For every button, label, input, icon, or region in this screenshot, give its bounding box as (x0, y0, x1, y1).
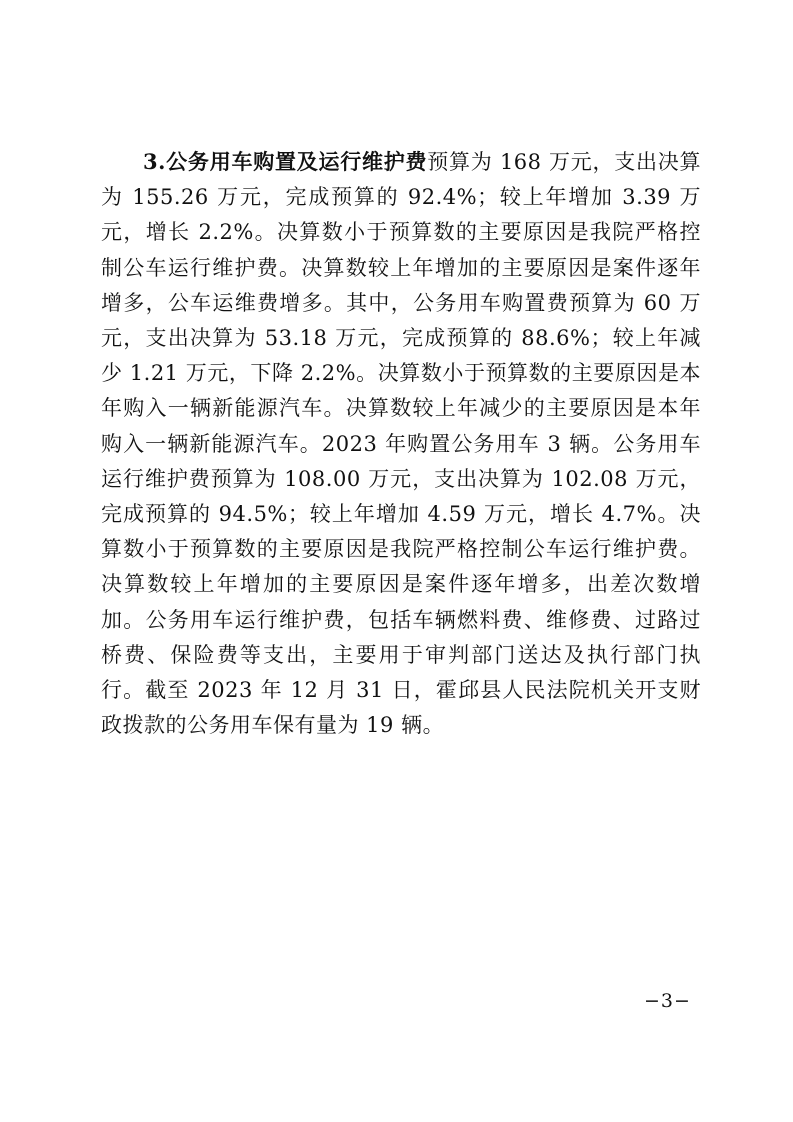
body-paragraph (101, 144, 701, 743)
paragraph-text: 预算为 168 万元，支出决算为 155.26 万元，完成预算的 92.4%；较上年增加 3.39 万元，增长 2.2%。决算数小于预算数的主要原因是我院严格控制公车运行维护费。决算数较上年增加的主要原因是案件逐年增多，公车运维费增多。其中，公务用车购置费预算为 60 万元，支出决算为 53.18 万元，完成预算的 88.6%；较上年减少 1.21 万元，下降 2.2%。决算数小于预算数的主要原因是本年购入一辆新能源汽车。决算数较上年减少的主要原因是本年购入一辆新能源汽车。2023 年购置公务用车 3 辆。公务用车运行维护费预算为 108.00 万元，支出决算为 102.08 万元，完成预算的 94.5%；较上年增加 4.59 万元，增长 4.7%。决算数小于预算数的主要原因是我院严格控制公车运行维护费。决算数较上年增加的主要原因是案件逐年增多，出差次数增加。公务用车运行维护费，包括车辆燃料费、维修费、过路过桥费、保险费等支出，主要用于审判部门送达及执行部门执行。截至 2023 年 12 月 31 日，霍邱县人民法院机关开支财政拨款的公务用车保有量为 19 辆。 (101, 150, 701, 738)
section-heading: 3.公务用车购置及运行维护费 (143, 149, 428, 174)
page-number: −3− (644, 990, 691, 1012)
